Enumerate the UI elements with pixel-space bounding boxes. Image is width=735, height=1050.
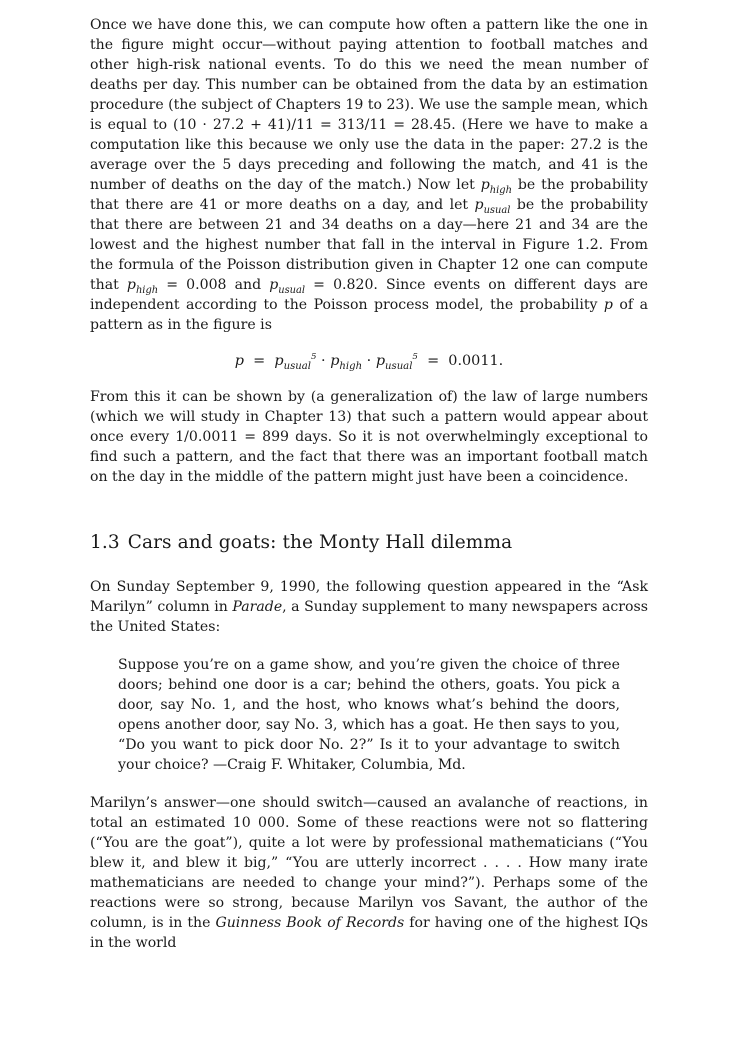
- book-title: Guinness Book of Records: [215, 915, 405, 931]
- section-heading: [90, 531, 648, 555]
- text-run: of a pattern as in the figure is: [90, 297, 648, 333]
- text-run: = 0.820. Since events on different days are independent according to the Poisson process model, the probability: [90, 277, 648, 313]
- paragraph-law-large-numbers: From this it can be shown by (a generalization of) the law of large numbers (which we will study in Chapter 13) that such a pattern would appear about once every 1/0.0011 = 899 days. So it is not overwhelmingly exceptional to find such a pattern, and the fact that there was an important football match on the day in the middle of the pattern might just have been a coincidence.: [90, 389, 648, 485]
- book-page: [90, 15, 648, 953]
- block-quote: [118, 655, 620, 775]
- text-run: Once we have done this, we can compute how often a pattern like the one in the figure might occur—without paying attention to football matches and other high-risk national events. To do this we need the mean number of deaths per day. This number can be obtained from the data by an estimation procedure (the subject of Chapters 19 to 23). We use the sample mean, which is equal to (10 · 27.2 + 41)/11 = 313/11 = 28.45. (Here we have to make a computation like this because we only use the data in the paper: 27.2 is the average over the 5 days preceding and following the match, and 41 is the number of deaths on the day of the match.) Now let: [90, 17, 648, 193]
- text-run: be the probability that there are between 21 and 34 deaths on a day—here 21 and 34 are the lowest and the highest number that fall in the interval in Figure 1.2. From the formula of the Poisson distribution given in Chapter 12 one can compute that: [90, 197, 648, 293]
- paragraph-marilyn-answer: Marilyn’s answer—one should switch—caused an avalanche of reactions, in total an estimated 10 000. Some of these reactions were not so flattering (“You are the goat”), quite a lot were by professional mathematicians (“You blew it, and blew it big,” “You are utterly incorrect . . . . How many irate mathematicians are needed to change your mind?”). Perhaps some of the reactions were so strong, because Marilyn vos Savant, the author of the column, is in the Guinness Book of Records for having one of the highest IQs in the world: [90, 795, 648, 951]
- text-run: be the probability that there are 41 or more deaths on a day, and let: [90, 177, 648, 213]
- paragraph-poisson-computation: [90, 15, 648, 335]
- quote-text: Suppose you’re on a game show, and you’re given the choice of three doors; behind one door is a car; behind the others, goats. You pick a door, say No. 1, and the host, who knows what’s behind the doors, opens another door, say No. 3, which has a goat. He then says to you, “Do you want to pick door No. 2?” Is it to your advantage to switch your choice? —Craig F. Whitaker, Columbia, Md.: [118, 657, 620, 773]
- publication-title: Parade: [232, 599, 283, 615]
- math-p: $p_{usual}$: [474, 197, 511, 216]
- math-p: p: [603, 297, 613, 313]
- section-title: Cars and goats: the Monty Hall dilemma: [127, 532, 513, 553]
- math-p: $p_{high}$: [126, 277, 159, 296]
- math-p: $p_{usual}$: [269, 277, 306, 296]
- section-number: 1.3: [90, 532, 120, 553]
- paragraph-ask-marilyn: On Sunday September 9, 1990, the following question appeared in the “Ask Marilyn” column in Parade, a Sunday supplement to many newspapers across the United States:: [90, 579, 648, 635]
- display-equation: $p = p_{usual}^5 \cdot p_{high} \cdot p_{usual}^5 = 0.0011$.: [234, 352, 504, 372]
- math-p: $p_{high}$: [480, 177, 512, 196]
- text-run: = 0.008 and: [158, 277, 270, 293]
